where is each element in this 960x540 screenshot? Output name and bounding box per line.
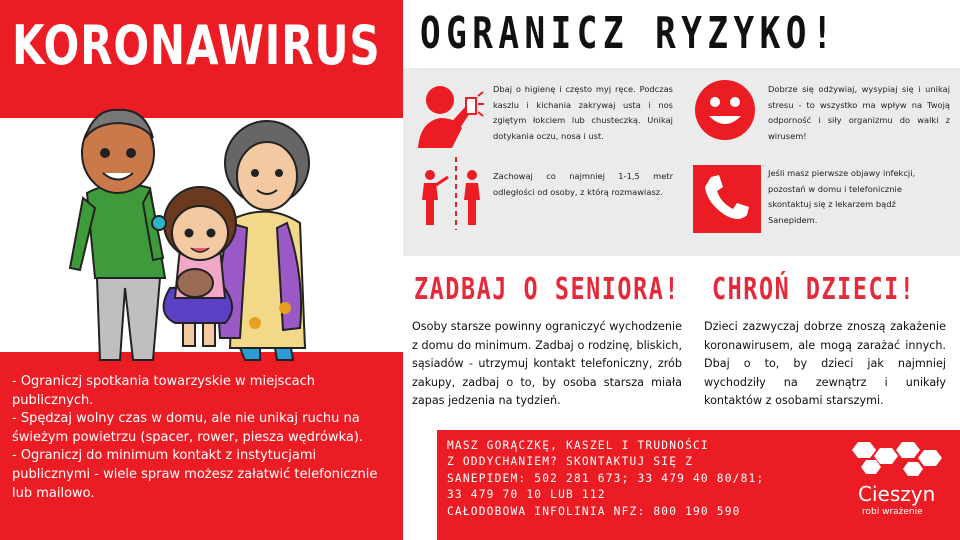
- tip-distance: Zachowaj co najmniej 1-1,5 metr odległości od osoby, z którą rozmawiasz.: [493, 171, 673, 197]
- seniors-heading: ZADBAJ O SENIORA!: [414, 272, 681, 307]
- seniors-text: Osoby starsze powinny ograniczyć wychodzenie z domu do minimum. Zadbaj o rodzinę, bliskich, sąsiadów - utrzymuj kontakt telefoniczny, zrób zakupy, zadbaj o to, by osoba starsza miała zapas jedzenia na tydzień.: [412, 320, 682, 407]
- left-tip-item: - Ograniczj spotkania towarzyskie w miejscach publicznych.: [12, 374, 315, 408]
- left-tip-item: - Ograniczj do minimum kontakt z instytucjami publicznymi - wiele spraw możesz załatwić telefonicznie lub mailowo.: [12, 448, 378, 501]
- contact-line: Z ODDYCHANIEM? SKONTAKTUJ SIĘ Z: [447, 455, 693, 469]
- contact-line: 33 479 70 10 LUB 112: [447, 488, 606, 502]
- logo-name: Cieszyn: [858, 482, 936, 506]
- kids-heading: CHROŃ DZIECI!: [712, 272, 916, 307]
- tip-symptoms: Jeśli masz pierwsze objawy infekcji, pozostań w domu i telefonicznie skontaktuj się z lekarzem bądź Sanepidem.: [768, 168, 916, 225]
- contact-info-text: [447, 438, 807, 520]
- distance-icon: [416, 155, 486, 230]
- contact-line: CAŁODOBOWA INFOLINIA NFZ: 800 190 590: [447, 504, 741, 518]
- risk-title: OGRANICZ RYZYKO!: [420, 8, 838, 59]
- smile-icon: [693, 78, 757, 142]
- phone-icon: [693, 165, 761, 233]
- cieszyn-logo-icon: [852, 440, 948, 482]
- left-tip-item: - Spędzaj wolny czas w domu, ale nie unikaj ruchu na świeżym powietrzu (spacer, rower, piesza wędrówka).: [12, 411, 364, 445]
- kids-text: Dzieci zazwyczaj dobrze znoszą zakażenie koronawirusem, ale mogą zarażać innych. Dbaj o to, by dzieci jak najmniej wychodziły na zewnątrz i unikały kontaktów z osobami starszymi.: [704, 320, 946, 407]
- tip-hygiene: Dbaj o higienę i często myj ręce. Podczas kaszlu i kichania zakrywaj usta i nos zgiętym łokciem lub chusteczką. Unikaj dotykania oczu, nosa i ust.: [493, 84, 673, 141]
- left-tips-list: [12, 373, 392, 503]
- tip-health: Dobrze się odżywiaj, wysypiaj się i unikaj stresu - to wszystko ma wpływ na Twoją odporność i siły organizmu do walki z wirusem!: [768, 84, 950, 141]
- family-illustration: [55, 98, 310, 366]
- contact-line: MASZ GORĄCZKĘ, KASZEL I TRUDNOŚCI: [447, 439, 709, 452]
- page-title: KORONAWIRUS: [12, 14, 381, 77]
- contact-line: SANEPIDEM: 502 281 673; 33 479 40 80/81;: [447, 471, 765, 485]
- grandpa-figure: [70, 110, 165, 360]
- sneeze-icon: [416, 78, 484, 148]
- logo-slogan: robi wrażenie: [862, 507, 923, 517]
